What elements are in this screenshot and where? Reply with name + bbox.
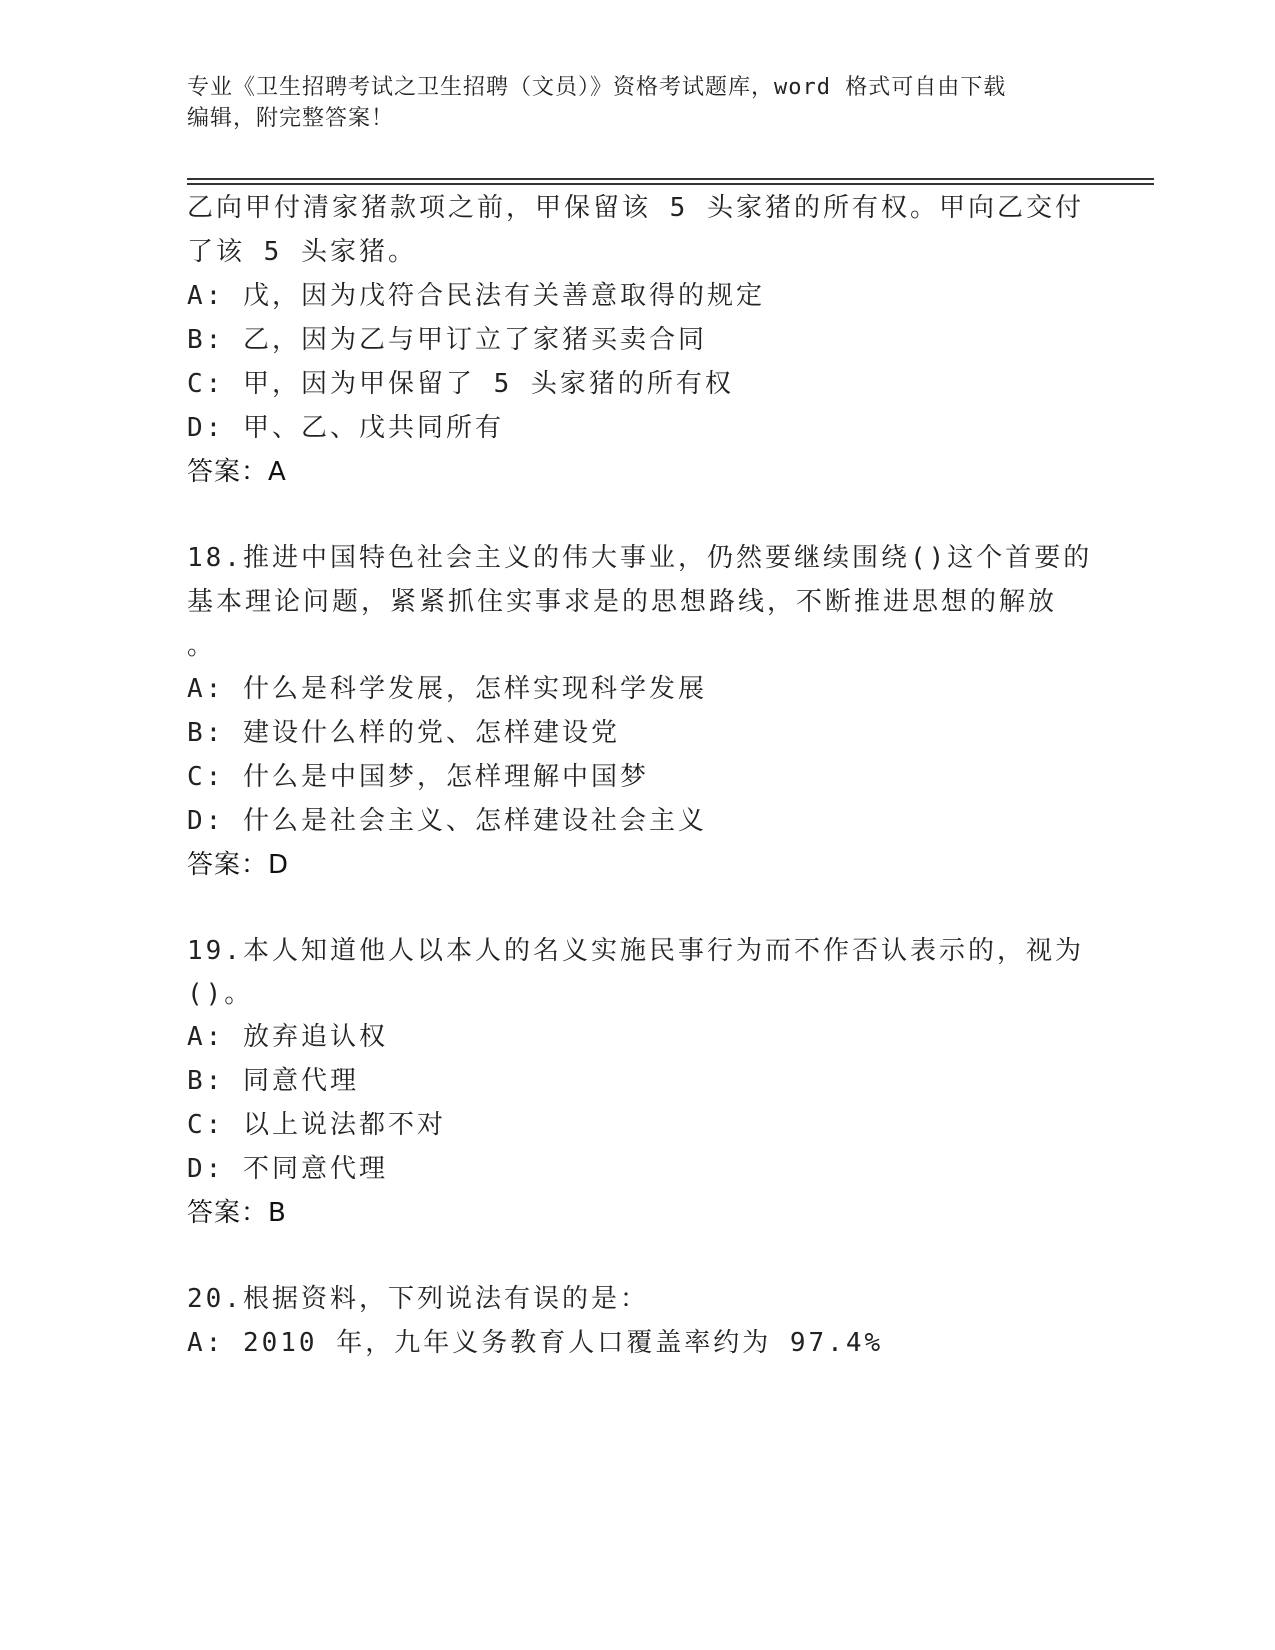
header-rule-top xyxy=(187,178,1154,180)
q17-option-c: C: 甲，因为甲保留了 5 头家猪的所有权 xyxy=(187,369,734,399)
q18-option-b: B: 建设什么样的党、怎样建设党 xyxy=(187,718,620,748)
q17-option-b: B: 乙，因为乙与甲订立了家猪买卖合同 xyxy=(187,325,707,355)
q18-stem-line-3: 。 xyxy=(187,631,217,661)
q18-stem-line-1: 18.推进中国特色社会主义的伟大事业，仍然要继续围绕()这个首要的 xyxy=(187,543,1093,573)
q18-answer: 答案：D xyxy=(187,850,290,880)
q18-option-c: C: 什么是中国梦，怎样理解中国梦 xyxy=(187,762,649,792)
q18-stem-line-2: 基本理论问题，紧紧抓住实事求是的思想路线，不断推进思想的解放 xyxy=(187,587,1058,617)
q17-stem-line-2: 了该 5 头家猪。 xyxy=(187,237,417,267)
q18-option-a: A: 什么是科学发展，怎样实现科学发展 xyxy=(187,674,707,704)
q19-option-b: B: 同意代理 xyxy=(187,1066,359,1096)
document-header xyxy=(187,72,1067,134)
q17-stem-line-1: 乙向甲付清家猪款项之前，甲保留该 5 头家猪的所有权。甲向乙交付 xyxy=(187,193,1084,223)
q19-answer: 答案：B xyxy=(187,1198,287,1228)
q20-option-a: A: 2010 年，九年义务教育人口覆盖率约为 97.4% xyxy=(187,1328,884,1358)
q19-option-a: A: 放弃追认权 xyxy=(187,1022,388,1052)
q19-option-c: C: 以上说法都不对 xyxy=(187,1110,446,1140)
header-line-2: 编辑，附完整答案！ xyxy=(187,106,395,131)
header-rule-bottom xyxy=(187,183,1154,185)
header-line-1: 专业《卫生招聘考试之卫生招聘（文员）》资格考试题库，word 格式可自由下载 xyxy=(187,75,1007,100)
q19-stem-line-1: 19.本人知道他人以本人的名义实施民事行为而不作否认表示的，视为 xyxy=(187,936,1084,966)
q17-option-a: A: 戊，因为戊符合民法有关善意取得的规定 xyxy=(187,281,765,311)
q20-stem-line-1: 20.根据资料，下列说法有误的是： xyxy=(187,1284,649,1314)
q19-option-d: D: 不同意代理 xyxy=(187,1154,388,1184)
q17-option-d: D: 甲、乙、戊共同所有 xyxy=(187,413,504,443)
q19-stem-line-2: ()。 xyxy=(187,979,254,1009)
q17-answer: 答案：A xyxy=(187,457,287,487)
q18-option-d: D: 什么是社会主义、怎样建设社会主义 xyxy=(187,806,707,836)
